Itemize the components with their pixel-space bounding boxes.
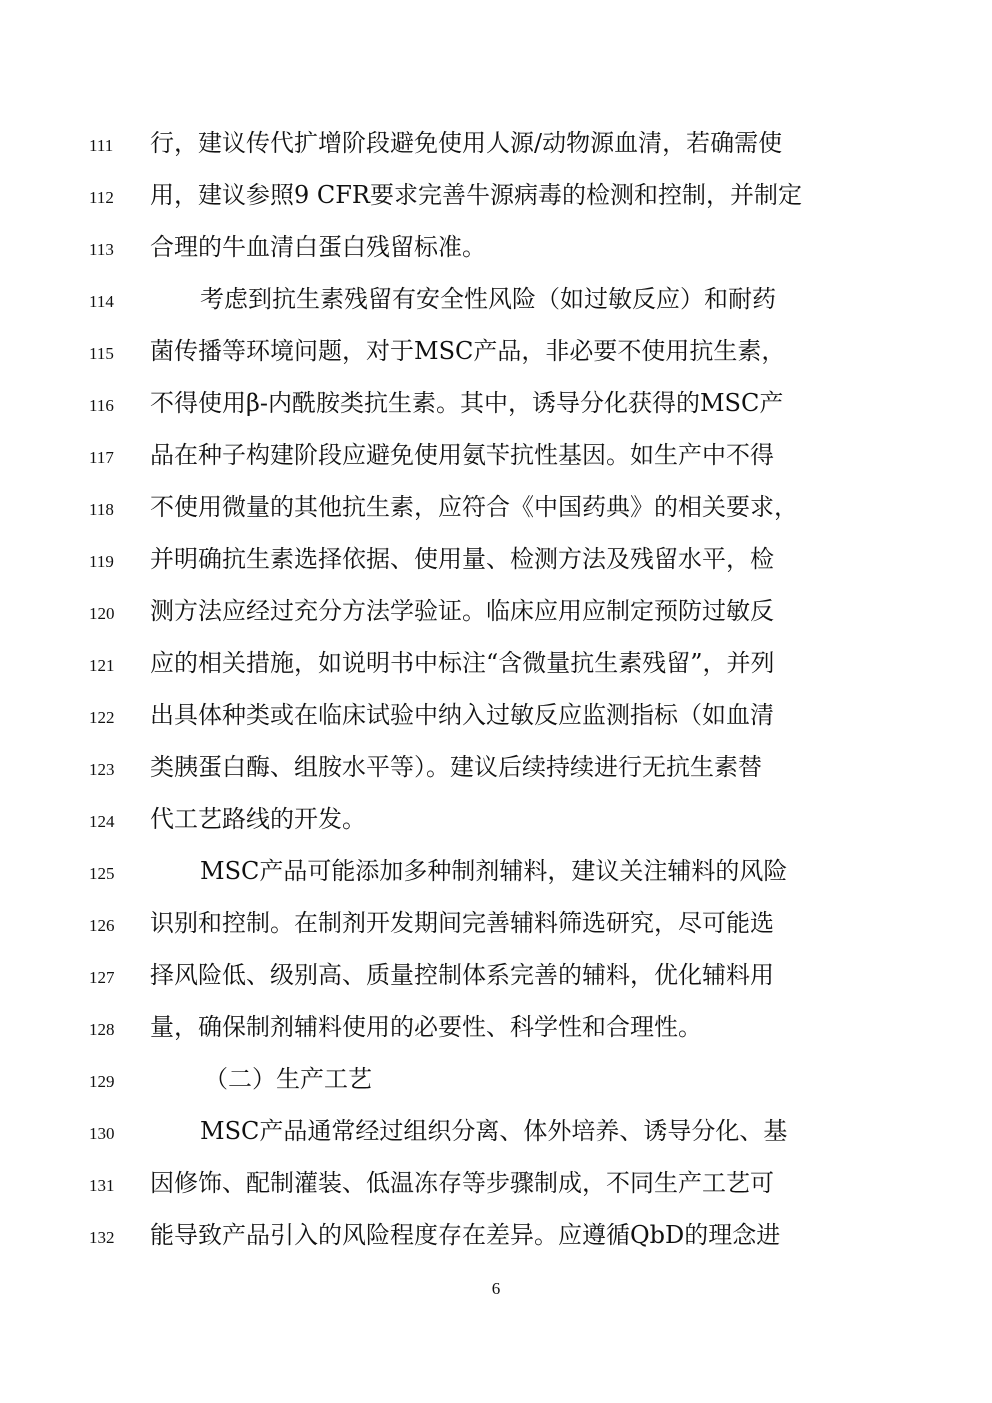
page-number: 6	[491, 1279, 501, 1298]
line-text: 用，建议参照9 CFR要求完善牛源病毒的检测和控制，并制定	[150, 181, 802, 209]
line-127	[0, 954, 992, 1006]
line-text: 并明确抗生素选择依据、使用量、检测方法及残留水平，检	[150, 545, 774, 573]
line-114	[0, 278, 992, 330]
line-number: 123	[89, 760, 115, 779]
line-number: 113	[89, 240, 114, 259]
line-120	[0, 590, 992, 642]
line-number: 115	[89, 344, 114, 363]
section-heading: （二）生产工艺	[204, 1065, 372, 1093]
line-text: 类胰蛋白酶、组胺水平等）。建议后续持续进行无抗生素替	[150, 753, 762, 781]
line-130	[0, 1110, 992, 1162]
line-number: 120	[89, 604, 115, 623]
line-129	[0, 1058, 992, 1110]
line-121	[0, 642, 992, 694]
line-number: 127	[89, 968, 115, 987]
line-number: 132	[89, 1228, 115, 1247]
line-number: 111	[89, 136, 114, 155]
line-131	[0, 1162, 992, 1214]
line-number: 125	[89, 864, 115, 883]
line-text: 品在种子构建阶段应避免使用氨苄抗性基因。如生产中不得	[150, 441, 774, 469]
line-117	[0, 434, 992, 486]
line-125	[0, 850, 992, 902]
line-text: 因修饰、配制灌装、低温冻存等步骤制成，不同生产工艺可	[150, 1169, 774, 1197]
line-number: 122	[89, 708, 115, 727]
line-112	[0, 174, 992, 226]
line-text: 出具体种类或在临床试验中纳入过敏反应监测指标（如血清	[150, 701, 774, 729]
paragraph-start-text: 考虑到抗生素残留有安全性风险（如过敏反应）和耐药	[200, 285, 776, 313]
line-text: 测方法应经过充分方法学验证。临床应用应制定预防过敏反	[150, 597, 774, 625]
line-text: 识别和控制。在制剂开发期间完善辅料筛选研究，尽可能选	[150, 909, 774, 937]
line-116	[0, 382, 992, 434]
line-132	[0, 1214, 992, 1266]
line-text: 行，建议传代扩增阶段避免使用人源/动物源血清，若确需使	[150, 129, 783, 157]
line-119	[0, 538, 992, 590]
line-number: 119	[89, 552, 114, 571]
line-text: 代工艺路线的开发。	[150, 805, 366, 833]
line-text: 合理的牛血清白蛋白残留标准。	[150, 233, 486, 261]
line-number: 130	[89, 1124, 115, 1143]
line-text: 菌传播等环境问题，对于MSC产品，非必要不使用抗生素，	[150, 337, 786, 365]
line-number: 112	[89, 188, 114, 207]
line-number: 114	[89, 292, 114, 311]
line-number: 129	[89, 1072, 115, 1091]
line-text: 量，确保制剂辅料使用的必要性、科学性和合理性。	[150, 1013, 702, 1041]
line-number: 116	[89, 396, 114, 415]
line-text: 择风险低、级别高、质量控制体系完善的辅料，优化辅料用	[150, 961, 774, 989]
paragraph-start-text: MSC产品通常经过组织分离、体外培养、诱导分化、基	[200, 1117, 788, 1145]
line-number: 131	[89, 1176, 115, 1195]
line-124	[0, 798, 992, 850]
line-number: 126	[89, 916, 115, 935]
line-126	[0, 902, 992, 954]
line-123	[0, 746, 992, 798]
line-118	[0, 486, 992, 538]
line-text: 应的相关措施，如说明书中标注“含微量抗生素残留”，并列	[150, 649, 775, 677]
line-number: 118	[89, 500, 114, 519]
line-text: 不使用微量的其他抗生素，应符合《中国药典》的相关要求，	[150, 493, 798, 521]
line-128	[0, 1006, 992, 1058]
line-113	[0, 226, 992, 278]
line-number: 124	[89, 812, 115, 831]
line-number: 128	[89, 1020, 115, 1039]
line-number: 121	[89, 656, 115, 675]
line-115	[0, 330, 992, 382]
line-122	[0, 694, 992, 746]
paragraph-start-text: MSC产品可能添加多种制剂辅料，建议关注辅料的风险	[200, 857, 788, 885]
line-text: 能导致产品引入的风险程度存在差异。应遵循QbD的理念进	[150, 1221, 781, 1249]
line-text: 不得使用β-内酰胺类抗生素。其中，诱导分化获得的MSC产	[150, 389, 784, 417]
line-number: 117	[89, 448, 114, 467]
line-111	[0, 122, 992, 174]
